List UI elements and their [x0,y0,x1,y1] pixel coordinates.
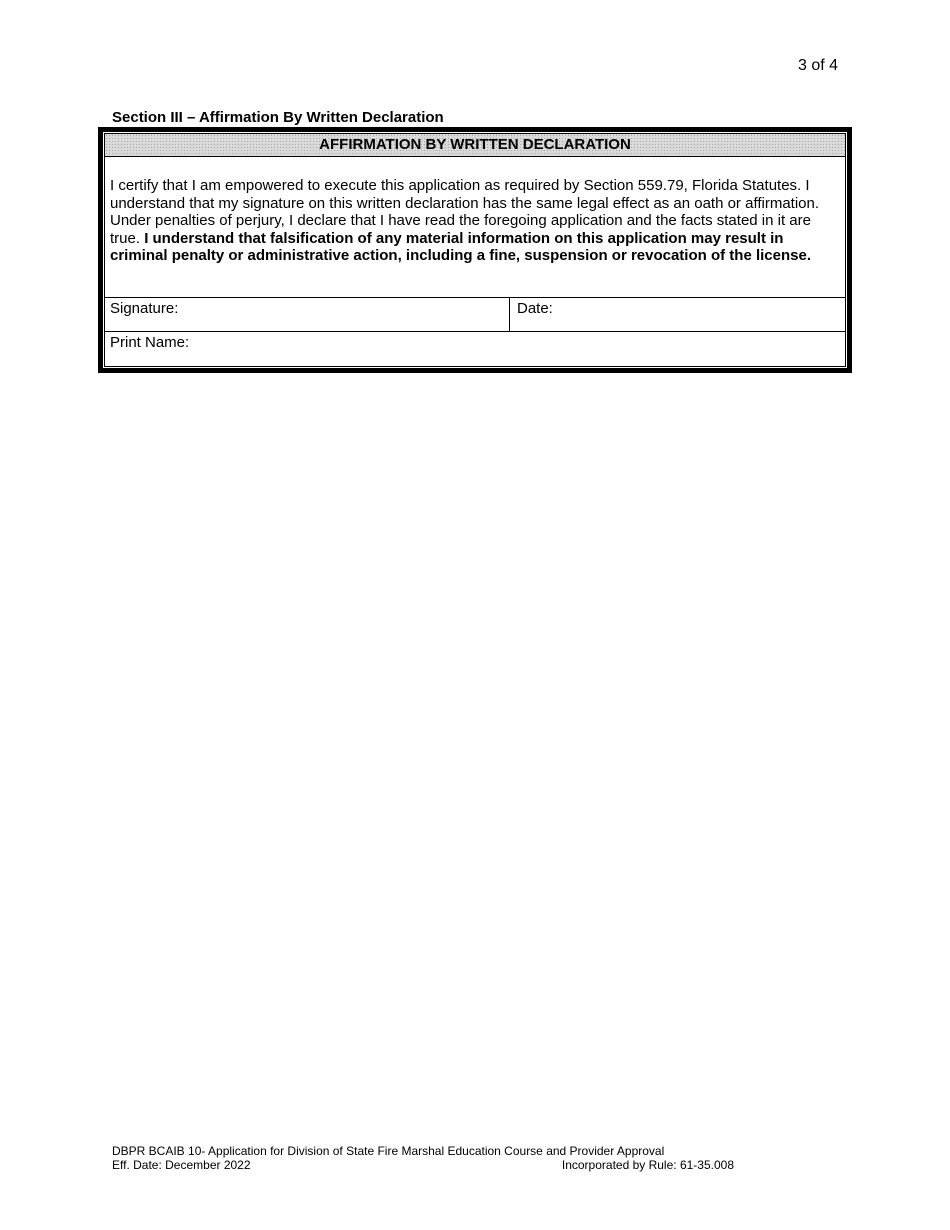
signature-date-row [105,298,845,332]
page-number: 3 of 4 [798,57,839,74]
declaration-text [105,157,845,298]
affirmation-form-inner [104,133,846,367]
signature-field[interactable] [105,298,510,331]
footer-rule: Incorporated by Rule: 61-35.008 [561,1157,734,1172]
print-name-field[interactable] [105,332,845,366]
print-name-label: Print Name: [110,334,190,351]
footer-eff-date: Eff. Date: December 2022 [112,1157,251,1172]
section-title: Section III – Affirmation By Written Declaration [112,109,444,126]
footer-row [112,1159,734,1173]
signature-label: Signature: [110,300,179,317]
page-footer [112,1145,734,1172]
declaration-header: AFFIRMATION BY WRITTEN DECLARATION [105,134,845,157]
date-field[interactable] [510,298,845,331]
declaration-text-regular: I certify that I am empowered to execute this application as required by Section 559.79, Florida Statutes. I understand that my signature on this written declaration has the same legal effect as an oath or affirmation. Under penalties of perjury, I declare that I have read the foregoing application and the facts stated in it are true. [110,177,820,247]
footer-form-title: DBPR BCAIB 10- Application for Division of State Fire Marshal Education Course and Provider Approval [112,1144,665,1158]
print-name-row [105,332,845,366]
declaration-text-bold: I understand that falsification of any material information on this application may result in criminal penalty or administrative action, including a fine, suspension or revocation of the license. [110,229,811,265]
affirmation-form [98,127,852,373]
date-label: Date: [517,300,553,317]
